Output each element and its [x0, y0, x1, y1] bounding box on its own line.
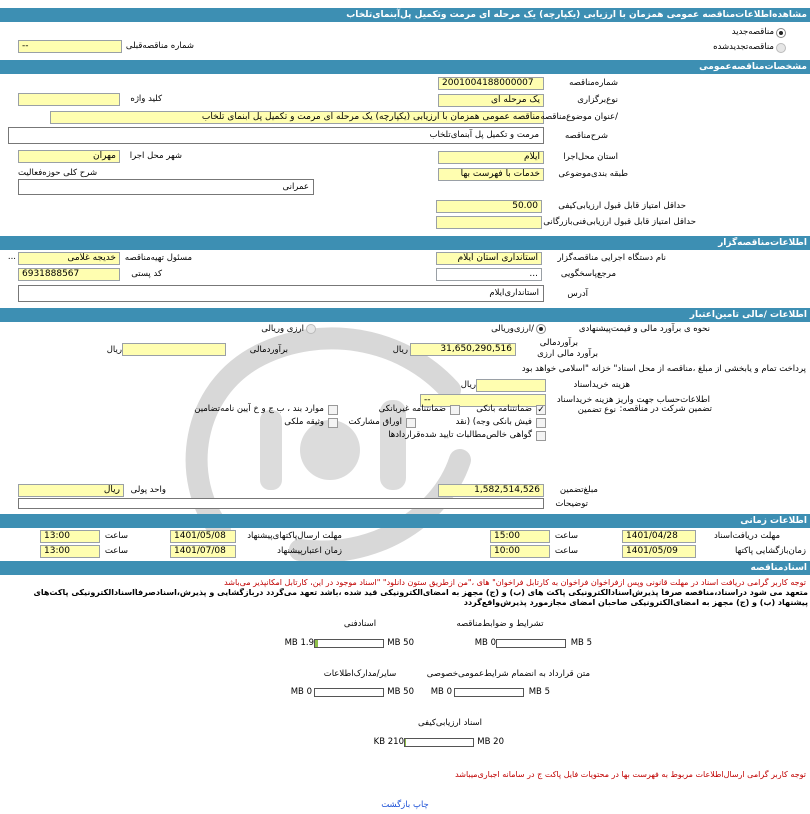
offer-deadline-date: 1401/05/08 [170, 530, 236, 543]
postal-field: 6931888567 [18, 268, 120, 281]
doc-other-size: 50 MB [387, 687, 414, 697]
doc-technical-bar-fill [315, 640, 318, 647]
doc-contract-used: 0 MB [430, 687, 452, 697]
account-field: -- [420, 394, 546, 407]
doc-other-label: سایر/مدارک‌اطلاعات [323, 669, 397, 679]
tender-number-field: 2001004188000007 [438, 77, 544, 90]
section-time-header: اطلاعات زمانی [0, 514, 810, 528]
address-label: آدرس [567, 289, 588, 299]
doc-quality-label: اسناد ارزیابی‌کیفی [417, 718, 483, 728]
g-cash-checkbox[interactable] [536, 418, 546, 428]
org-label: نام دستگاه اجرایی مناقصه‌گزار [557, 253, 666, 263]
section-general-header: مشخصات‌مناقصه‌عمومی [0, 60, 810, 74]
tender-type-label: نوع‌برگزاری [577, 95, 618, 105]
opening-time: 10:00 [490, 545, 550, 558]
tender-number-label: شماره‌مناقصه [569, 78, 618, 88]
g-bank-checkbox[interactable]: ✓ [537, 405, 545, 415]
doc-technical-bar [314, 639, 384, 648]
renew-tender-label: مناقصه‌تجدیدشده [713, 42, 774, 52]
tender-title-field: مناقصه عمومی همزمان با ارزیابی (یکپارچه) یک مرحله ای مرمت و تکمیل پل آبنمای تلخاب [50, 111, 544, 124]
estimate-rial-label: /ارزی‌وریالی [491, 324, 534, 334]
g-nonbank-label: ضمانتنامه غیربانکی [378, 404, 446, 414]
doc-conditions-bar [496, 639, 566, 648]
doc-quality-size: 20 MB [477, 737, 504, 747]
doc-deadline-label: مهلت دریافت‌اسناد [713, 531, 780, 541]
opening-hour-label: ساعت [554, 546, 578, 556]
city-field: مهران [18, 150, 120, 163]
doc-other-bar [314, 688, 384, 697]
opening-label: زمان‌بازگشایی پاکتها [735, 546, 806, 556]
manager-more[interactable]: ... [7, 252, 16, 262]
g-bank-label: ضمانتنامه بانکی [476, 404, 532, 414]
validity-label: زمان اعتبارپیشنهاد [277, 546, 342, 556]
estimate-rial-radio[interactable] [536, 324, 546, 334]
manager-label: مسئول تهیه‌مناقصه [124, 253, 192, 263]
page-title: مشاهده‌اطلاعات‌مناقصه عمومی همزمان با ارزیابی (یکپارچه) یک مرحله ای مرمت وتکمیل پل‌آبنمای‌تلخاب [0, 8, 810, 22]
fx-estimate-label: برآوردمالی [249, 345, 288, 355]
doc-quality-used: 210 KB [373, 737, 404, 747]
estimate-fx-label: ارزی وریالی [261, 324, 304, 334]
print-back-anchor[interactable]: چاپ بازگشت [381, 800, 429, 810]
docs-footer-red: توجه کاربر گرامی ارسال‌اطلاعات مربوط به فهرست بها در محتویات فایل پاکت ج در سامانه اجباری‌میباشد [455, 770, 806, 779]
currency-label: واحد پولی [130, 485, 166, 495]
doc-conditions-used: 0 MB [474, 638, 496, 648]
g-bonds-label: اوراق مشارکت [348, 417, 402, 427]
account-label: اطلاعات‌حساب جهت واریز هزینه خریداسناد [556, 395, 710, 405]
validity-time: 13:00 [40, 545, 100, 558]
doc-quality-bar [404, 738, 474, 747]
tender-title-label: /عنوان موضوع‌مناقصه [540, 112, 618, 122]
section-organizer-header: اطلاعات‌مناقصه‌گزار [0, 236, 810, 250]
min-quality-field: 50.00 [436, 200, 542, 213]
purchase-cost-field [476, 379, 546, 392]
currency-field: ریال [18, 484, 124, 497]
min-quality-label: حداقل امتیاز قابل قبول ارزیابی‌کیفی [558, 201, 686, 211]
new-tender-label: مناقصه‌جدید [731, 27, 774, 37]
doc-quality-bar-fill [405, 739, 406, 746]
g-bonds-checkbox[interactable] [406, 418, 416, 428]
doc-conditions-size: 5 MB [570, 638, 592, 648]
min-tech-label: حداقل امتیاز قابل قبول ارزیابی‌فنی‌بازرگانی [543, 217, 696, 227]
fx-estimate-unit: ریال [106, 345, 122, 355]
prev-number-label: شماره مناقصه‌قبلی [125, 41, 194, 51]
purchase-cost-label: هزینه خریداسناد [573, 380, 630, 390]
g-nonbank-checkbox[interactable] [450, 405, 460, 415]
g-cash-label: فیش بانکی وجه) (نقد [455, 417, 532, 427]
doc-contract-label: متن قرارداد به انضمام شرایط‌عمومی‌خصوصی [426, 669, 590, 679]
keyword-label: کلید واژه [130, 94, 162, 104]
section-docs-header: اسنادمناقصه [0, 561, 810, 575]
g-property-checkbox[interactable] [328, 418, 338, 428]
tender-type-field: یک مرحله ای [438, 94, 544, 107]
offer-deadline-time: 13:00 [40, 530, 100, 543]
doc-contract-bar [454, 688, 524, 697]
docs-note-bold: متعهد می شود دراسناد،مناقصه صرفاً پذیرش‌اسنادالکترونیکی پاکت های (ب) و (ج) مجهز به امضای‌الکترونیکی قید شده ،باشد تعهد می‌گردد دربازگشایی و پذیرش،اسنادصرفاًاسنادالکترونیکی پاکت‌های پیشنهاد (ب) و (ج) مجهز به امضای‌الکترونیکی صاحبان امضای مجازمورد پذیرش‌واقع‌گردد [33, 588, 808, 607]
notes-box [18, 498, 544, 509]
fin-estimate-field: 31,650,290,516 [410, 343, 516, 356]
tender-desc-label: شرح‌مناقصه [565, 131, 608, 141]
estimate-type-label: نحوه ی برآورد مالی و قیمت‌پیشنهادی [578, 324, 710, 334]
fin-estimate-unit: ریال [392, 345, 408, 355]
address-box: استانداری‌ایلام [18, 285, 544, 302]
province-field: ایلام [438, 151, 544, 164]
category-label: طبقه بندی‌موضوعی [558, 169, 628, 179]
city-label: شهر محل اجرا [129, 151, 182, 161]
org-field: استانداری استان ایلام [436, 252, 542, 265]
doc-deadline-time: 15:00 [490, 530, 550, 543]
doc-conditions-label: تشرایط و ضوابط‌مناقصه [456, 619, 544, 629]
guarantee-label: تضمین شرکت در مناقصه: [619, 404, 712, 414]
notes-label: توضیحات [555, 499, 588, 509]
offer-deadline-hour-label: ساعت [104, 531, 128, 541]
g-claims-label: گواهی خالص‌مطالبات تایید شده‌قراردادها [388, 430, 532, 440]
ref-label: مرجع‌پاسخگویی [560, 269, 616, 279]
opening-date: 1401/05/09 [622, 545, 696, 558]
doc-technical-size: 50 MB [387, 638, 414, 648]
docs-note-red: توجه کاربر گرامی دریافت اسناد در مهلت قانونی وپس ازفراخوان فراخوان به کارتابل فراخوان" های ،"من ازطریق ستون دانلود" "اسناد موجود در این، کارتابل امکانپذیر می‌باشد [224, 578, 806, 587]
ref-field: ... [436, 268, 542, 281]
doc-technical-label: اسنادفنی [343, 619, 377, 629]
estimate-fx-radio[interactable] [306, 324, 316, 334]
g-law-label: موارد بند ، ب ج و خ آیین نامه‌تضامین [194, 404, 324, 414]
purchase-cost-unit: ریال [460, 380, 476, 390]
g-law-checkbox[interactable] [328, 405, 338, 415]
manager-field: خدیجه غلامی [18, 252, 120, 265]
new-tender-radio[interactable] [776, 28, 786, 38]
doc-deadline-hour-label: ساعت [554, 531, 578, 541]
section-finance-header: اطلاعات /مالی تامین‌اعتبار [0, 308, 810, 322]
keyword-field[interactable] [18, 93, 120, 106]
guarantee-amount-field: 1,582,514,526 [438, 484, 544, 497]
category-field: خدمات با فهرست بها [438, 168, 544, 181]
print-back-link[interactable] [360, 800, 450, 811]
validity-date: 1401/07/08 [170, 545, 236, 558]
fx-estimate-field [122, 343, 226, 356]
province-label: استان محل‌اجرا [563, 152, 618, 162]
guarantee-amount-label: مبلغ‌تضمین [559, 485, 598, 495]
fin-estimate-fx-label: برآورد مالی ارزی [537, 349, 598, 359]
scope-label: شرح کلی حوزه‌فعالیت [18, 168, 98, 178]
doc-technical-used: 1.9 MB [284, 638, 314, 648]
g-property-label: وثیقه ملکی [284, 417, 324, 427]
min-tech-field [436, 216, 542, 229]
offer-deadline-label: مهلت ارسال‌پاکتهای‌پیشنهاد [247, 531, 342, 541]
prev-number-field[interactable]: -- [18, 40, 122, 53]
validity-hour-label: ساعت [104, 546, 128, 556]
fin-estimate-label: برآوردمالی [539, 338, 578, 348]
tender-desc-box: مرمت و تکمیل پل آبنمای‌تلخاب [8, 127, 544, 144]
scope-box: عمرانی [18, 179, 314, 195]
guarantee-type-label: نوع تضمین [577, 405, 616, 415]
pay-note: پرداخت تمام و یابخشی از مبلغ ،مناقصه از محل اسناد" خزانه "اسلامی خواهد بود [521, 364, 806, 374]
renew-tender-radio[interactable] [776, 43, 786, 53]
doc-contract-size: 5 MB [528, 687, 550, 697]
doc-other-used: 0 MB [290, 687, 312, 697]
postal-label: کد پستی [131, 269, 162, 279]
doc-deadline-date: 1401/04/28 [622, 530, 696, 543]
g-claims-checkbox[interactable] [536, 431, 546, 441]
